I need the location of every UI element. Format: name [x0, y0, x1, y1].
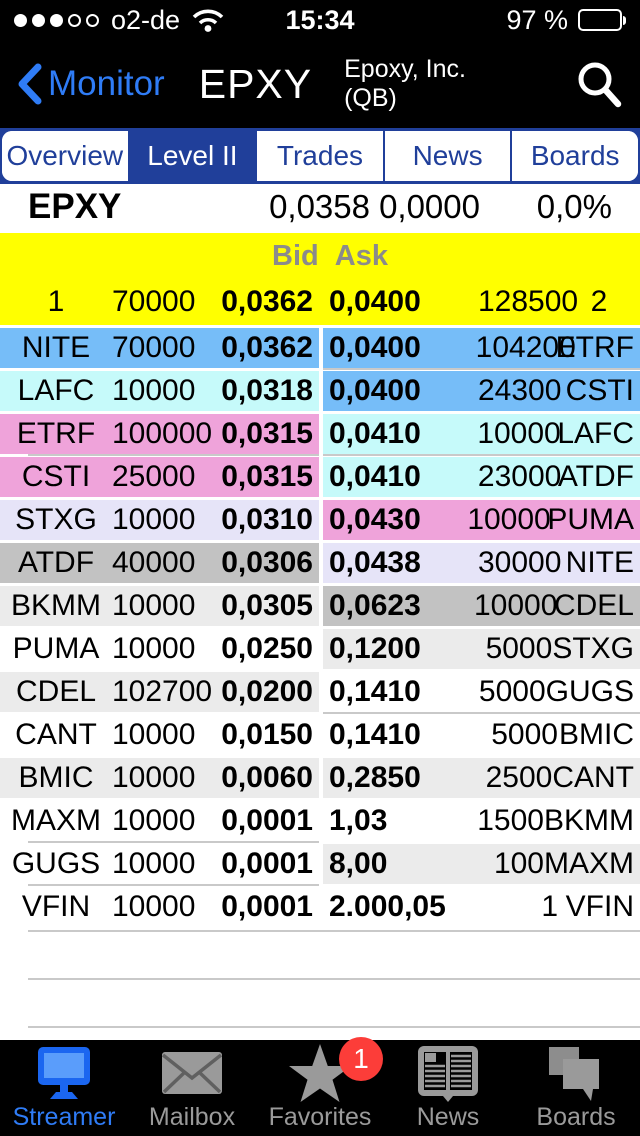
- quote-symbol: EPXY: [28, 187, 122, 226]
- bid-side: [0, 586, 319, 626]
- ask-mm: ATDF: [557, 460, 634, 493]
- book-row[interactable]: [0, 457, 640, 497]
- book-row[interactable]: [0, 371, 640, 411]
- bid-mm: LAFC: [17, 374, 95, 407]
- bottom-tab-news[interactable]: [384, 1040, 512, 1136]
- ask-mm: VFIN: [565, 890, 634, 923]
- quote-change: 0,0000: [379, 188, 480, 225]
- bid-side: [0, 844, 319, 884]
- ask-size: 5000: [491, 718, 558, 751]
- bid-mm: VFIN: [21, 890, 91, 923]
- ask-side: [323, 457, 640, 497]
- bottom-tab-bar: [0, 1040, 640, 1136]
- bid-price: 0,0305: [221, 589, 313, 622]
- clock-label: 15:34: [285, 4, 355, 35]
- quote-change-percent: 0,0%: [536, 188, 612, 225]
- nav-company-line2: (QB): [344, 84, 397, 112]
- bottom-tab-favorites[interactable]: [256, 1040, 384, 1136]
- notification-badge: 1: [339, 1037, 383, 1081]
- bid-side: [0, 457, 319, 497]
- ask-size: 10000: [473, 589, 558, 622]
- quote-last-price: 0,0358: [269, 188, 370, 225]
- bid-price: 0,0200: [221, 675, 313, 708]
- ask-mm: CSTI: [565, 374, 634, 407]
- bid-mm: STXG: [15, 503, 97, 536]
- ask-side: [323, 586, 640, 626]
- bid-price: 0,0306: [221, 546, 313, 579]
- ask-price: 0,1410: [329, 718, 421, 751]
- bid-header-label: Bid: [272, 239, 319, 272]
- boards-icon: [547, 1043, 605, 1103]
- ask-side: [323, 328, 640, 368]
- level1-summary-row: [0, 279, 640, 325]
- ask-size: 23000: [477, 460, 562, 493]
- ask-size: 10000: [477, 417, 561, 450]
- bottom-tab-label: Favorites: [268, 1103, 372, 1131]
- ask-size: 1500: [477, 804, 544, 837]
- bid-side: [0, 629, 319, 669]
- ask-size: 5000: [478, 675, 546, 708]
- ask-mm: ETRF: [555, 331, 634, 364]
- ask-side: [323, 500, 640, 540]
- ask-price: 0,0430: [329, 503, 421, 536]
- battery-percent-label: 97 %: [506, 4, 568, 35]
- ask-side: [323, 629, 640, 669]
- quote-row: [0, 184, 640, 230]
- book-row[interactable]: [0, 672, 640, 712]
- bid-price: 0,0001: [221, 804, 313, 837]
- monitor-icon: [34, 1043, 94, 1103]
- ask-side: [323, 715, 640, 755]
- nav-ticker-label: EPXY: [198, 60, 313, 107]
- ask-header-label: Ask: [334, 239, 388, 272]
- bid-mm: NITE: [21, 331, 91, 364]
- ask-size: 5000: [485, 632, 553, 665]
- bid-size: 10000: [112, 589, 196, 622]
- ask-side: [323, 414, 640, 454]
- ask-side: [323, 758, 640, 798]
- bid-side: [0, 543, 319, 583]
- ask-price: 0,0400: [329, 374, 421, 407]
- bid-mm-count: 1: [47, 285, 65, 318]
- bid-mm: GUGS: [11, 847, 101, 880]
- tab-boards[interactable]: Boards: [512, 131, 638, 181]
- bid-mm: ATDF: [17, 546, 95, 579]
- ask-size: 100: [493, 847, 544, 880]
- bid-size: 10000: [112, 847, 196, 880]
- ask-price: 0,0400: [329, 285, 421, 318]
- back-button[interactable]: [16, 63, 165, 105]
- book-row[interactable]: [0, 758, 640, 798]
- book-row[interactable]: [0, 629, 640, 669]
- signal-dot: [68, 14, 81, 27]
- bottom-tab-streamer[interactable]: [0, 1040, 128, 1136]
- tab-overview[interactable]: Overview: [2, 131, 130, 181]
- bottom-tab-label: Boards: [536, 1103, 616, 1131]
- nav-bar: [0, 40, 640, 128]
- bid-side: [0, 758, 319, 798]
- bid-price: 0,0315: [221, 460, 313, 493]
- bid-price: 0,0001: [221, 847, 313, 880]
- bid-ask-header: [10, 233, 640, 279]
- ask-mm: NITE: [565, 546, 634, 579]
- bid-price: 0,0318: [221, 374, 313, 407]
- empty-list-row: [28, 930, 640, 980]
- empty-list-row: [28, 980, 640, 1028]
- book-row[interactable]: [0, 715, 640, 755]
- bid-side: [0, 371, 319, 411]
- ask-side: [323, 672, 640, 712]
- bid-price: 0,0001: [221, 890, 313, 923]
- battery-icon: [578, 9, 626, 31]
- ask-price: 0,2850: [329, 761, 421, 794]
- ask-size: 128500: [478, 285, 579, 318]
- bid-price: 0,0362: [221, 285, 313, 318]
- bid-price: 0,0150: [221, 718, 313, 751]
- ask-mm: BKMM: [544, 804, 634, 837]
- bid-size: 10000: [112, 890, 196, 923]
- bid-mm: BMIC: [18, 761, 94, 794]
- bottom-tab-label: Mailbox: [148, 1103, 236, 1131]
- ask-mm: GUGS: [545, 675, 634, 708]
- news-icon: [416, 1043, 480, 1103]
- ask-mm: STXG: [552, 632, 634, 665]
- tab-level-ii[interactable]: Level II: [130, 131, 258, 181]
- ask-price: 0,0438: [329, 546, 421, 579]
- signal-dot: [86, 14, 99, 27]
- book-row[interactable]: [0, 887, 640, 927]
- bid-size: 102700: [112, 675, 213, 708]
- ask-size: 1: [541, 890, 558, 923]
- book-row[interactable]: [0, 500, 640, 540]
- bid-size: 10000: [112, 374, 196, 407]
- bid-mm: CANT: [15, 718, 97, 751]
- bid-side: [0, 500, 319, 540]
- ask-size: 104200: [475, 331, 576, 364]
- ask-price: 8,00: [329, 847, 388, 880]
- ask-side: [323, 543, 640, 583]
- tabs: [2, 131, 638, 181]
- signal-dot: [14, 14, 27, 27]
- search-icon: [574, 59, 624, 109]
- ask-mm: PUMA: [547, 503, 634, 536]
- back-chevron-icon: [16, 63, 42, 105]
- bid-mm: CSTI: [21, 460, 91, 493]
- bid-size: 10000: [112, 632, 196, 665]
- bid-mm: PUMA: [12, 632, 100, 665]
- bottom-tab-label: News: [416, 1103, 480, 1131]
- star-icon: [287, 1043, 369, 1103]
- bid-size: 10000: [112, 804, 196, 837]
- bid-side: [0, 887, 319, 927]
- bottom-tab-boards[interactable]: [512, 1040, 640, 1136]
- ask-price: 0,1200: [329, 632, 421, 665]
- bid-mm: BKMM: [11, 589, 101, 622]
- ask-mm: CANT: [552, 761, 634, 794]
- bid-size: 100000: [112, 417, 213, 450]
- status-bar: [0, 0, 640, 40]
- bid-price: 0,0315: [221, 417, 313, 450]
- ask-size: 24300: [478, 374, 562, 407]
- nav-company-label: [344, 55, 466, 113]
- tab-trades[interactable]: Trades: [257, 131, 385, 181]
- ask-mm-count: 2: [590, 285, 608, 318]
- signal-dot: [50, 14, 63, 27]
- ask-mm: CDEL: [553, 589, 634, 622]
- bid-side: [0, 801, 319, 841]
- search-button[interactable]: [574, 59, 624, 109]
- bid-mm: MAXM: [11, 804, 101, 837]
- ask-price: 0,0623: [329, 589, 421, 622]
- bid-side: [0, 414, 319, 454]
- ask-price: 2.000,05: [329, 890, 446, 923]
- ask-price: 1,03: [329, 804, 388, 837]
- book-row[interactable]: [0, 801, 640, 841]
- bid-size: 10000: [112, 503, 196, 536]
- ask-side: [323, 371, 640, 411]
- bid-size: 70000: [112, 331, 196, 364]
- bid-size: 10000: [112, 761, 196, 794]
- bid-size: 25000: [112, 460, 196, 493]
- bottom-tab-mailbox[interactable]: [128, 1040, 256, 1136]
- level2-book: [0, 328, 640, 927]
- ask-side: [323, 801, 640, 841]
- bid-size: 10000: [112, 718, 196, 751]
- ask-size: 10000: [467, 503, 551, 536]
- ask-price: 0,0400: [329, 331, 421, 364]
- bid-size: 70000: [112, 285, 196, 318]
- bottom-tab-label: Streamer: [12, 1103, 116, 1131]
- bid-mm: ETRF: [16, 417, 96, 450]
- cell-signal-icon: [14, 14, 99, 27]
- ask-mm: BMIC: [559, 718, 634, 751]
- ask-side: [323, 887, 640, 927]
- ask-size: 30000: [478, 546, 562, 579]
- bid-price: 0,0250: [221, 632, 313, 665]
- ask-mm: LAFC: [557, 417, 634, 450]
- tab-news[interactable]: News: [385, 131, 513, 181]
- signal-dot: [32, 14, 45, 27]
- bid-price: 0,0060: [221, 761, 313, 794]
- ask-size: 2500: [485, 761, 553, 794]
- tab-strip: [0, 128, 640, 184]
- mailbox-icon: [161, 1043, 223, 1103]
- ask-mm: MAXM: [544, 847, 634, 880]
- back-label: Monitor: [48, 64, 165, 103]
- level1-summary-block: [0, 233, 640, 325]
- bid-mm: CDEL: [15, 675, 97, 708]
- book-row[interactable]: [0, 328, 640, 368]
- book-row[interactable]: [0, 586, 640, 626]
- bid-side: [0, 328, 319, 368]
- bid-price: 0,0310: [221, 503, 313, 536]
- ask-price: 0,0410: [329, 460, 421, 493]
- book-row[interactable]: [0, 543, 640, 583]
- book-row[interactable]: [0, 414, 640, 454]
- ask-price: 0,1410: [329, 675, 421, 708]
- nav-company-line1: Epoxy, Inc.: [344, 55, 466, 83]
- ask-side: [323, 844, 640, 884]
- book-row[interactable]: [0, 844, 640, 884]
- ask-price: 0,0410: [329, 417, 421, 450]
- bid-side: [0, 715, 319, 755]
- wifi-icon: [192, 8, 224, 33]
- bid-price: 0,0362: [221, 331, 313, 364]
- bid-side: [0, 672, 319, 712]
- carrier-label: o2-de: [111, 4, 181, 35]
- bid-size: 40000: [112, 546, 196, 579]
